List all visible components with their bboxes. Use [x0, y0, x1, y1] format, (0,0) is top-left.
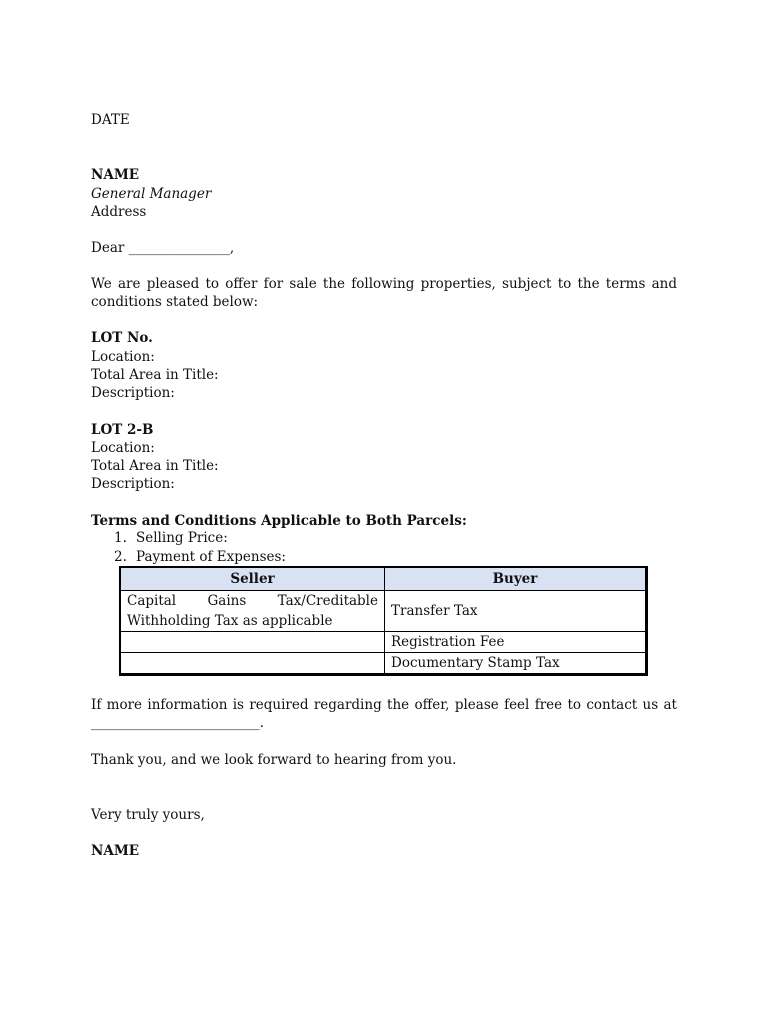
lot-description-label: Description:: [91, 476, 175, 492]
seller-text-line1: Capital Gains Tax/Creditable: [127, 593, 378, 609]
seller-cell: [120, 591, 385, 632]
lot-heading: LOT No.: [91, 330, 153, 346]
buyer-cell: Documentary Stamp Tax: [385, 653, 647, 675]
expenses-table: [119, 566, 648, 676]
intro-paragraph-line2: conditions stated below:: [91, 294, 259, 310]
seller-cell: [120, 632, 385, 653]
terms-list-item: [114, 529, 228, 547]
list-number: 2.: [114, 549, 127, 565]
table-row: [120, 632, 647, 653]
table-row: [120, 591, 647, 632]
recipient-address: Address: [91, 204, 147, 220]
recipient-name: NAME: [91, 167, 140, 183]
lot-area-label: Total Area in Title:: [91, 458, 219, 474]
buyer-cell: Transfer Tax: [385, 591, 647, 632]
lot-description-label: Description:: [91, 385, 175, 401]
list-item-text: Payment of Expenses:: [136, 549, 286, 565]
closing: Very truly yours,: [91, 807, 205, 823]
lot-location-label: Location:: [91, 440, 155, 456]
signature-name: NAME: [91, 843, 140, 859]
column-header-buyer: Buyer: [385, 567, 647, 591]
table-row: [120, 653, 647, 675]
more-info-line2: _________________________.: [91, 715, 265, 731]
table-header-row: [120, 567, 647, 591]
terms-list-item: [114, 548, 286, 566]
lot-area-label: Total Area in Title:: [91, 367, 219, 383]
lot-location-label: Location:: [91, 349, 155, 365]
list-number: 1.: [114, 530, 127, 546]
list-item-text: Selling Price:: [136, 530, 228, 546]
seller-cell: [120, 653, 385, 675]
buyer-cell: Registration Fee: [385, 632, 647, 653]
recipient-title: General Manager: [91, 186, 212, 202]
lot-heading: LOT 2-B: [91, 422, 154, 438]
column-header-seller: Seller: [120, 567, 385, 591]
thanks-paragraph: Thank you, and we look forward to hearing from you.: [91, 752, 457, 768]
intro-paragraph-line1: We are pleased to offer for sale the following properties, subject to the terms and: [91, 276, 677, 292]
seller-text-line2: Withholding Tax as applicable: [127, 613, 333, 629]
salutation: Dear _______________,: [91, 240, 235, 256]
date-label: DATE: [91, 112, 130, 128]
more-info-line1: If more information is required regarding the offer, please feel free to contact us at: [91, 697, 677, 713]
terms-heading: Terms and Conditions Applicable to Both Parcels:: [91, 513, 467, 529]
